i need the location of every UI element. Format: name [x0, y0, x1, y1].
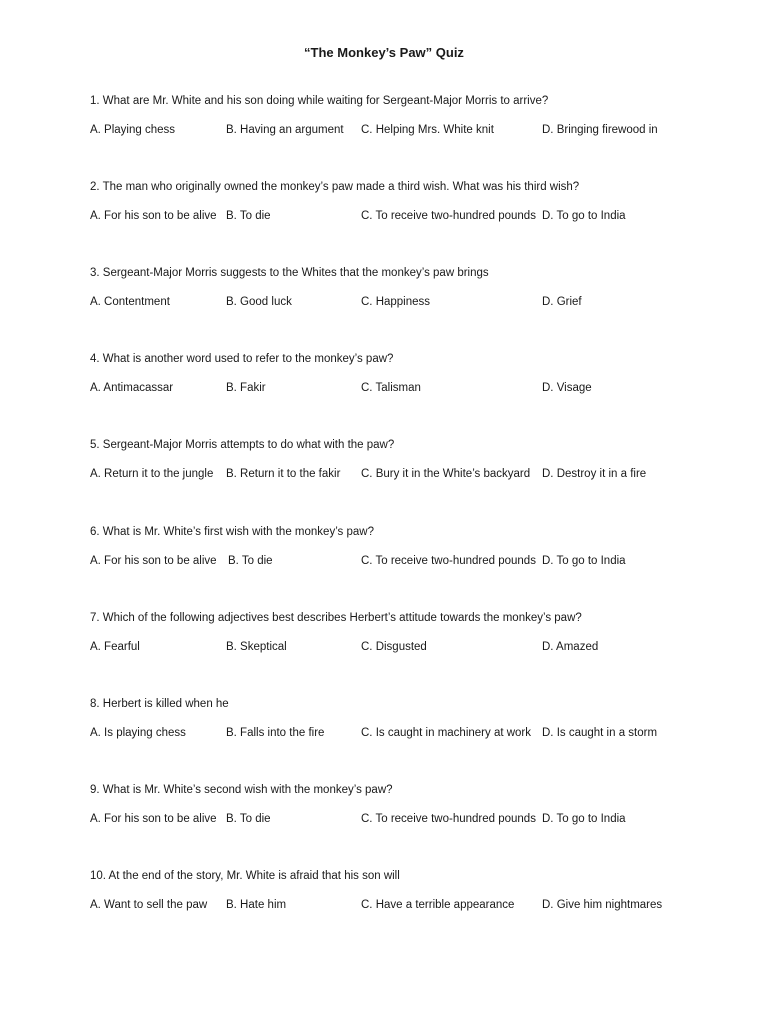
option-d: D. Visage: [542, 382, 592, 394]
answer-options: [90, 381, 750, 395]
option-b: B. Having an argument: [226, 124, 344, 136]
option-c: C. To receive two-hundred pounds: [361, 813, 536, 825]
question-5: [90, 438, 750, 481]
question-text: 5. Sergeant-Major Morris attempts to do what with the paw?: [90, 439, 395, 451]
question-3: [90, 266, 750, 309]
question-7: [90, 611, 750, 654]
option-d: D. Bringing firewood in: [542, 124, 658, 136]
question-8: [90, 697, 750, 740]
answer-options: [90, 898, 750, 912]
option-b: B. Return it to the fakir: [226, 468, 341, 480]
option-b: B. Hate him: [226, 899, 287, 911]
option-a: A. For his son to be alive: [90, 210, 217, 222]
option-d: D. To go to India: [542, 555, 626, 567]
answer-options: [90, 640, 750, 654]
question-2: [90, 180, 750, 223]
option-d: D. Give him nightmares: [542, 899, 663, 911]
option-b: B. To die: [226, 210, 271, 222]
answer-options: [90, 726, 750, 740]
option-a: A. For his son to be alive: [90, 813, 217, 825]
option-d: D. Is caught in a storm: [542, 727, 658, 739]
question-10: [90, 869, 750, 912]
option-c: C. Helping Mrs. White knit: [361, 124, 494, 136]
option-a: A. Antimacassar: [90, 382, 174, 394]
option-d: D. Grief: [542, 296, 582, 308]
question-text: 7. Which of the following adjectives best describes Herbert’s attitude towards the monkey’s paw?: [90, 612, 582, 624]
answer-options: [90, 467, 750, 481]
question-4: [90, 352, 750, 395]
answer-options: [90, 554, 750, 568]
question-text: 3. Sergeant-Major Morris suggests to the Whites that the monkey’s paw brings: [90, 267, 489, 279]
option-b: B. Skeptical: [226, 641, 287, 653]
question-text: 6. What is Mr. White’s first wish with the monkey’s paw?: [90, 526, 374, 538]
answer-options: [90, 123, 750, 137]
question-text: 2. The man who originally owned the monkey’s paw made a third wish. What was his third wish?: [90, 181, 580, 193]
question-text: 10. At the end of the story, Mr. White is afraid that his son will: [90, 870, 400, 882]
option-a: A. For his son to be alive: [90, 555, 217, 567]
question-1: [90, 94, 750, 137]
answer-options: [90, 812, 750, 826]
question-text: 8. Herbert is killed when he: [90, 698, 229, 710]
option-c: C. Disgusted: [361, 641, 427, 653]
option-a: A. Is playing chess: [90, 727, 186, 739]
option-a: A. Contentment: [90, 296, 170, 308]
option-a: A. Playing chess: [90, 124, 176, 136]
page-title: “The Monkey’s Paw” Quiz: [304, 45, 464, 60]
option-c: C. To receive two-hundred pounds: [361, 555, 536, 567]
question-text: 9. What is Mr. White’s second wish with the monkey’s paw?: [90, 784, 393, 796]
option-b: B. Fakir: [226, 382, 266, 394]
answer-options: [90, 295, 750, 309]
option-b: B. To die: [228, 555, 273, 567]
option-c: C. Bury it in the White’s backyard: [361, 468, 531, 480]
option-d: D. Destroy it in a fire: [542, 468, 647, 480]
option-d: D. To go to India: [542, 210, 626, 222]
option-a: A. Want to sell the paw: [90, 899, 208, 911]
option-c: C. Talisman: [361, 382, 421, 394]
option-c: C. Happiness: [361, 296, 431, 308]
option-b: B. Falls into the fire: [226, 727, 325, 739]
option-a: A. Fearful: [90, 641, 140, 653]
answer-options: [90, 209, 750, 223]
question-text: 1. What are Mr. White and his son doing while waiting for Sergeant-Major Morris to arrive?: [90, 95, 549, 107]
option-c: C. Is caught in machinery at work: [361, 727, 532, 739]
question-6: [90, 525, 750, 568]
option-d: D. To go to India: [542, 813, 626, 825]
question-text: 4. What is another word used to refer to the monkey’s paw?: [90, 353, 394, 365]
option-c: C. Have a terrible appearance: [361, 899, 515, 911]
question-9: [90, 783, 750, 826]
option-c: C. To receive two-hundred pounds: [361, 210, 536, 222]
option-a: A. Return it to the jungle: [90, 468, 214, 480]
option-d: D. Amazed: [542, 641, 599, 653]
option-b: B. To die: [226, 813, 271, 825]
option-b: B. Good luck: [226, 296, 292, 308]
